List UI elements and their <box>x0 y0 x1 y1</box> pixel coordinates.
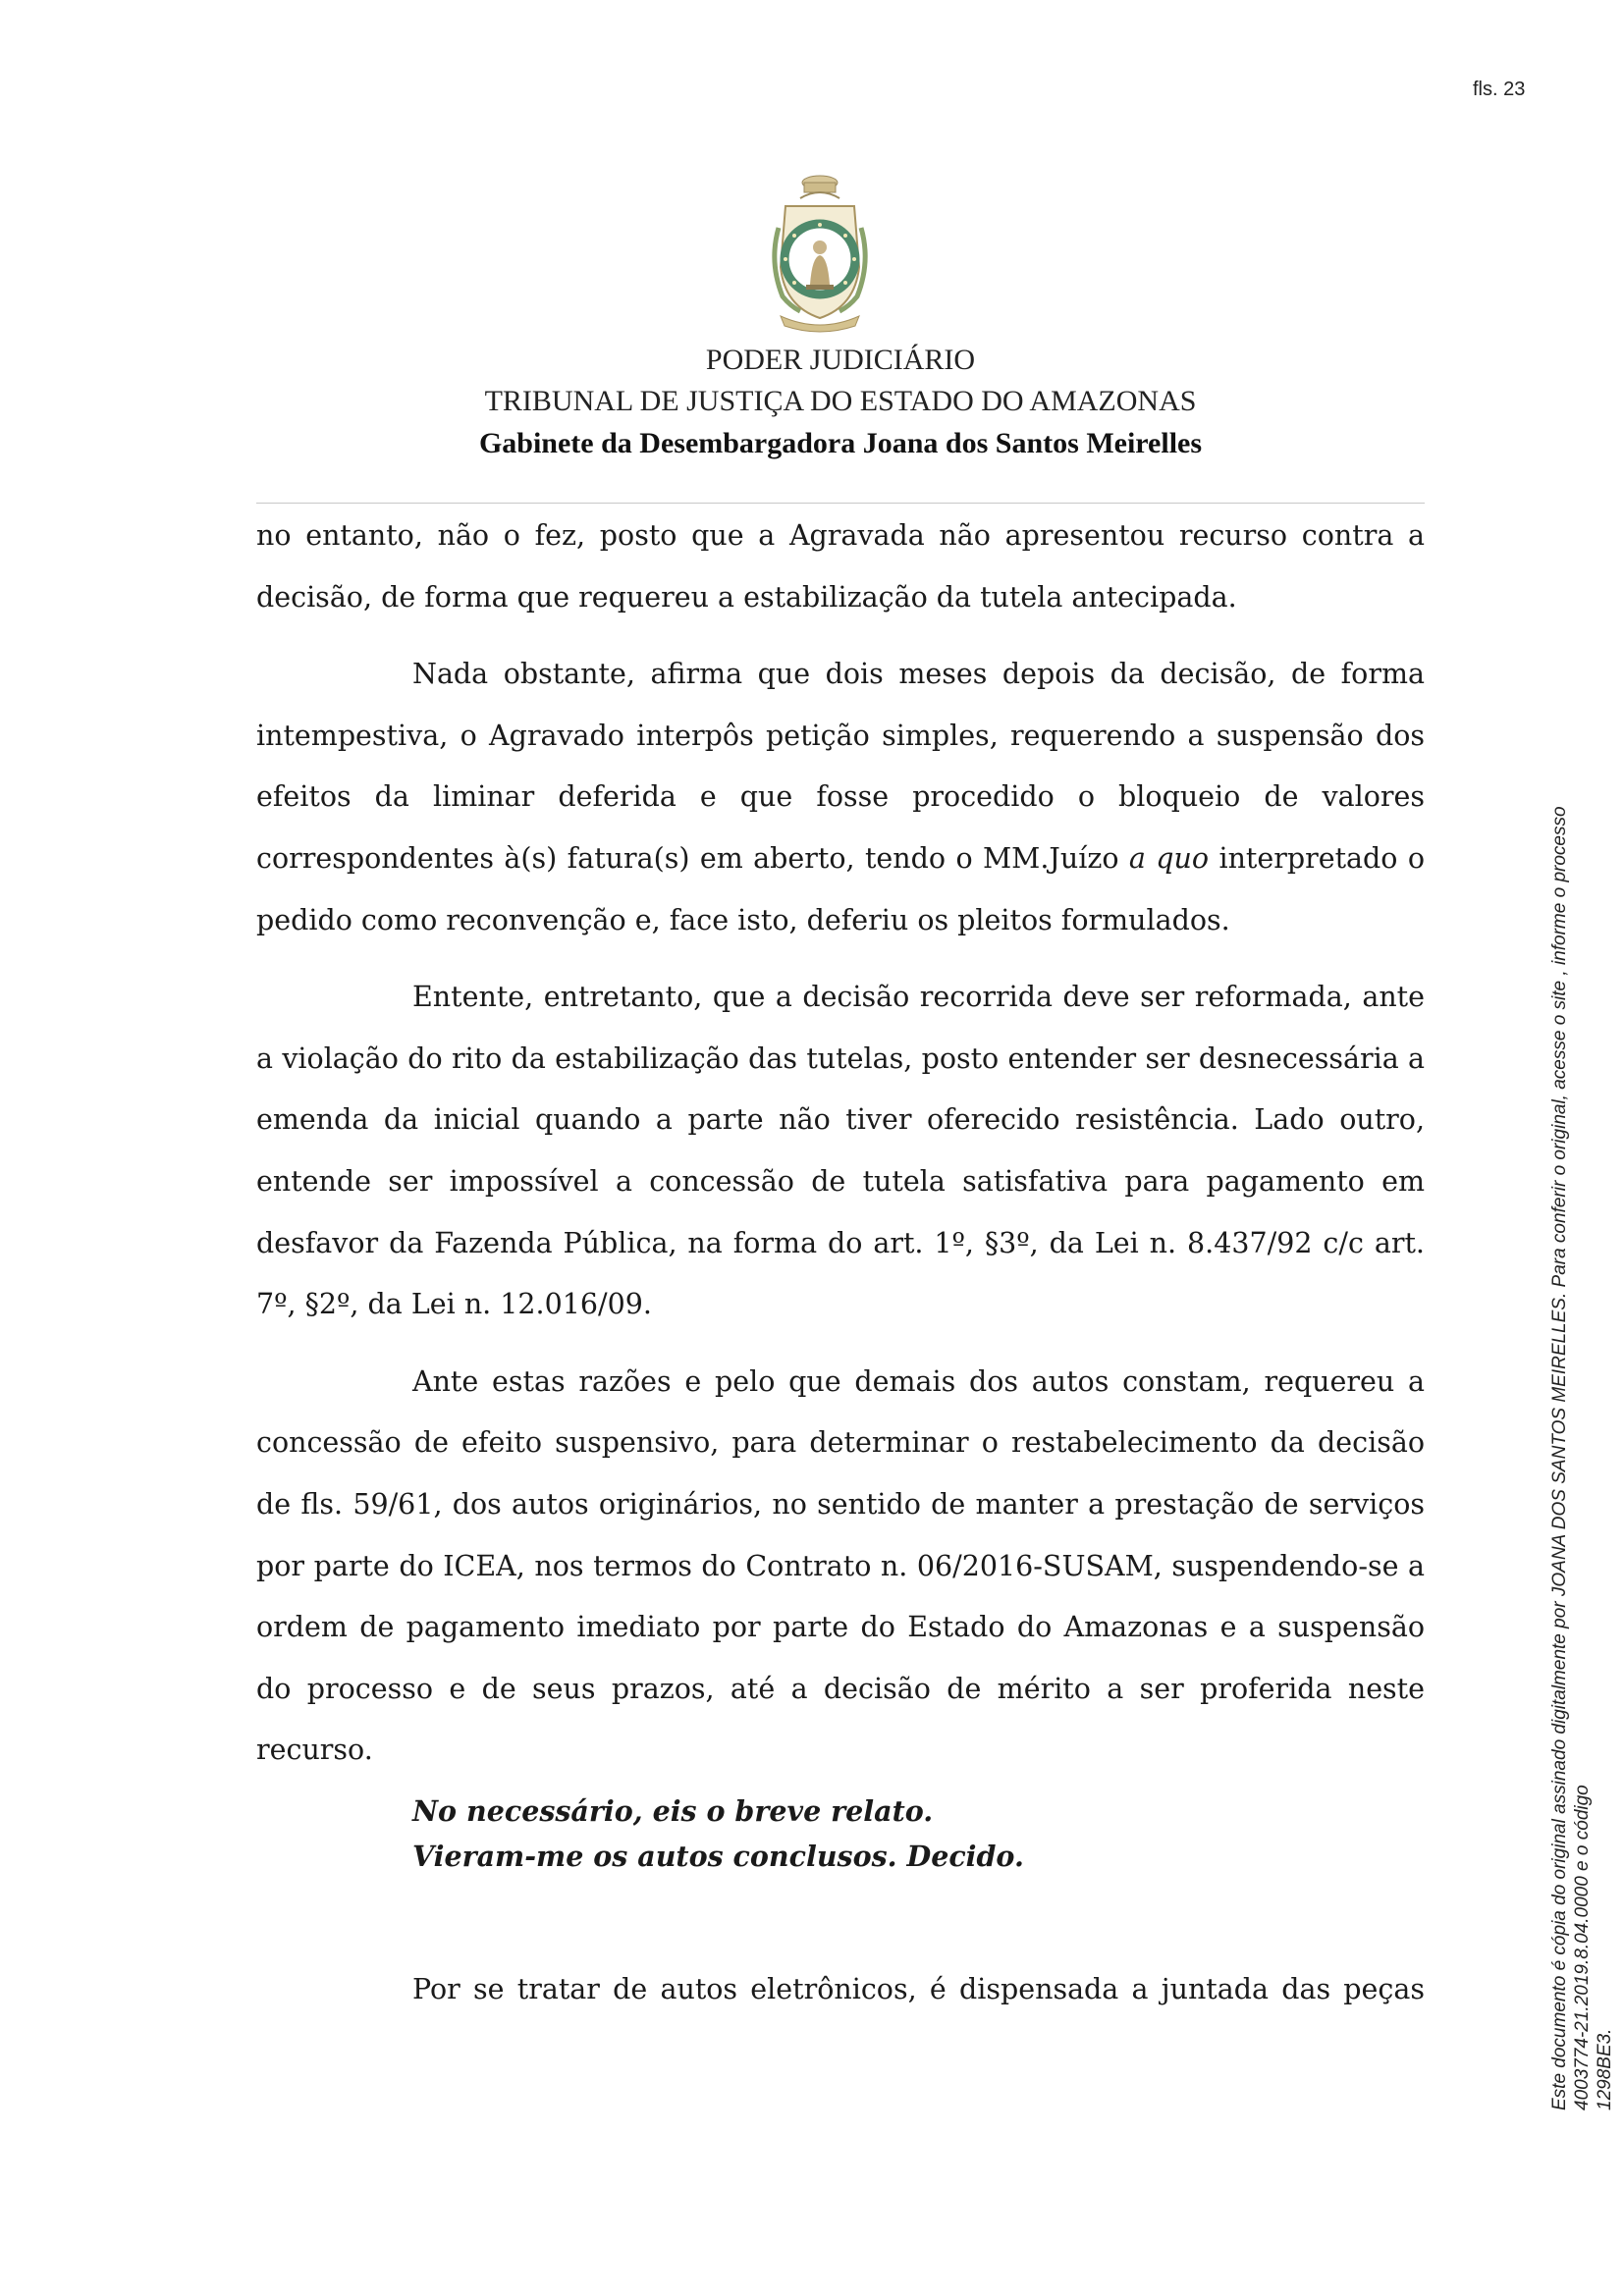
final-paragraph: Por se tratar de autos eletrônicos, é dispensada a juntada das peças <box>412 1973 1425 2005</box>
closing-line-1: No necessário, eis o breve relato. <box>412 1794 934 1828</box>
digital-signature-note <box>1548 736 1616 2110</box>
paragraph-4: Ante estas razões e pelo que demais dos autos constam, requereu a concessão de efeito suspensivo, para determinar o restabelecimento da decisão de fls. 59/61, dos autos originários, no sentido de manter a prestação de serviços por parte do ICEA, nos termos do Contrato n. 06/2016-SUSAM, suspendendo-se a ordem de pagamento imediato por parte do Estado do Amazonas e a suspensão do processo e de seus prazos, até a decisão de mérito a ser proferida neste recurso. <box>256 1364 1425 1767</box>
paragraph-2-text-b: interpretado o pedido como reconvenção e, face isto, deferiu os pleitos formulados. <box>256 841 1426 936</box>
page-number: fls. 23 <box>1473 79 1526 100</box>
paragraph-2 <box>256 644 1425 951</box>
paragraph-3: Entente, entretanto, que a decisão recorrida deve ser reformada, ante a violação do rito da estabilização das tutelas, posto entender ser desnecessária a emenda da inicial quando a parte não tiver oferecido resistência. Lado outro, entende ser impossível a concessão de tutela satisfativa para pagamento em desfavor da Fazenda Pública, na forma do art. 1º, §3º, da Lei n. 8.437/92 c/c art. 7º, §2º, da Lei n. 12.016/09. <box>256 981 1425 1321</box>
header-office: Gabinete da Desembargadora Joana dos Santos Meirelles <box>478 427 1203 459</box>
paragraph-2-italic: a quo <box>1128 841 1210 875</box>
document-header <box>256 340 1425 465</box>
header-judiciary: PODER JUDICIÁRIO <box>705 344 976 376</box>
paragraph-2-text-a: Nada obstante, afirma que dois meses depois da decisão, de forma intempestiva, o Agravado interpôs petição simples, requerendo a suspensão dos efeitos da liminar deferida e que fosse procedido o bloqueio de valores correspondentes à(s) fatura(s) em aberto, tendo o MM.Juízo <box>256 658 1425 875</box>
tjam-coat-of-arms-icon <box>761 169 879 336</box>
closing-line-2: Vieram-me os autos conclusos. Decido. <box>412 1840 1024 1873</box>
closing-statement <box>412 1789 1024 1879</box>
header-court: TRIBUNAL DE JUSTIÇA DO ESTADO DO AMAZONAS <box>484 385 1197 417</box>
signature-note-line-2: 1298BE3. <box>1595 2028 1615 2110</box>
paragraph-1: no entanto, não o fez, posto que a Agravada não apresentou recurso contra a decisão, de forma que requereu a estabilização da tutela antecipada. <box>256 519 1425 614</box>
signature-note-line-1: Este documento é cópia do original assinado digitalmente por JOANA DOS SANTOS MEIRELLES. Para conferir o original, acesse o site , informe o processo 4003774-21.2019.8.04.0000 e o código <box>1549 806 1593 2110</box>
document-body <box>256 506 1425 1797</box>
header-divider <box>256 503 1425 504</box>
